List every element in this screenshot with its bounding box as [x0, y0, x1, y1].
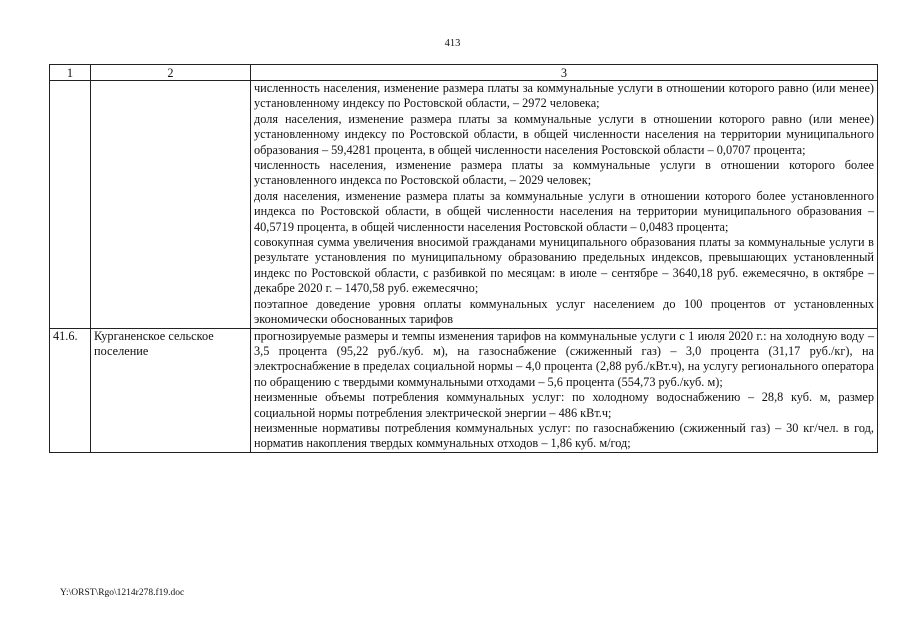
paragraph: неизменные объемы потребления коммунальных услуг: по холодному водоснабжению – 28,8 куб. м, размер социальной нормы потребления электрической энергии – 486 кВт.ч; — [254, 390, 874, 420]
paragraph: прогнозируемые размеры и темпы изменения тарифов на коммунальные услуги с 1 июля 2020 г.: на холодную воду – 3,5 процента (95,22 руб./куб. м), на газоснабжение (сжиженный газ) – 3,0 процента (31,17 руб./кг), на электроснабжение в пределах социальной нормы – 4,0 процента (2,88 руб./кВт.ч), на услугу регионального оператора по обращению с твердыми коммунальными отходами – 5,6 процента (554,73 руб./куб. м); — [254, 328, 874, 389]
row-content — [251, 81, 878, 329]
row-settlement-name — [91, 81, 251, 329]
paragraph: численность населения, изменение размера платы за коммунальные услуги в отношении которого равно (или менее) установленному индексу по Ростовской области, – 2972 человека; — [254, 81, 874, 111]
paragraph: совокупная сумма увеличения вносимой гражданами муниципального образования платы за коммунальные услуги в результате установления по муниципальному образованию предельных индексов, превышающих установленный индекс по Ростовской области, с разбивкой по месяцам: в июле – сентябре – 3640,18 руб. ежемесячно, в октябре – декабре 2020 г. – 1470,58 руб. ежемесячно; — [254, 235, 874, 296]
header-col-1: 1 — [50, 65, 91, 81]
row-number: 41.6. — [50, 328, 91, 452]
row-settlement-name: Курганенское сельское поселение — [91, 328, 251, 452]
paragraph: доля населения, изменение размера платы за коммунальные услуги в отношении которого равно (или менее) установленному индексу по Ростовской области, в общей численности населения на территории муниципального образования – 59,4281 процента, в общей численности населения Ростовской области – 0,0707 процента; — [254, 111, 874, 157]
file-path-footer: Y:\ORST\Rgo\1214r278.f19.doc — [60, 588, 185, 598]
row-content — [251, 328, 878, 452]
document-table — [49, 64, 878, 453]
table-row — [50, 81, 878, 329]
paragraph: неизменные нормативы потребления коммунальных услуг: по газоснабжению (сжиженный газ) – 30 кг/чел. в год, норматив накопления твердых коммунальных отходов – 1,86 куб. м/год; — [254, 420, 874, 451]
paragraph: поэтапное доведение уровня оплаты коммунальных услуг населением до 100 процентов от установленных экономически обоснованных тарифов — [254, 296, 874, 327]
table-row — [50, 328, 878, 452]
paragraph: доля населения, изменение размера платы за коммунальные услуги в отношении которого более установленного индекса по Ростовской области, в общей численности населения на территории муниципального образования – 40,5719 процента, в общей численности населения Ростовской области – 0,0483 процента; — [254, 188, 874, 234]
header-col-2: 2 — [91, 65, 251, 81]
page-number: 413 — [444, 38, 461, 49]
row-number — [50, 81, 91, 329]
table-header-row — [50, 65, 878, 81]
paragraph: численность населения, изменение размера платы за коммунальные услуги в отношении которого более установленного индекса по Ростовской области, – 2029 человек; — [254, 158, 874, 188]
header-col-3: 3 — [251, 65, 878, 81]
